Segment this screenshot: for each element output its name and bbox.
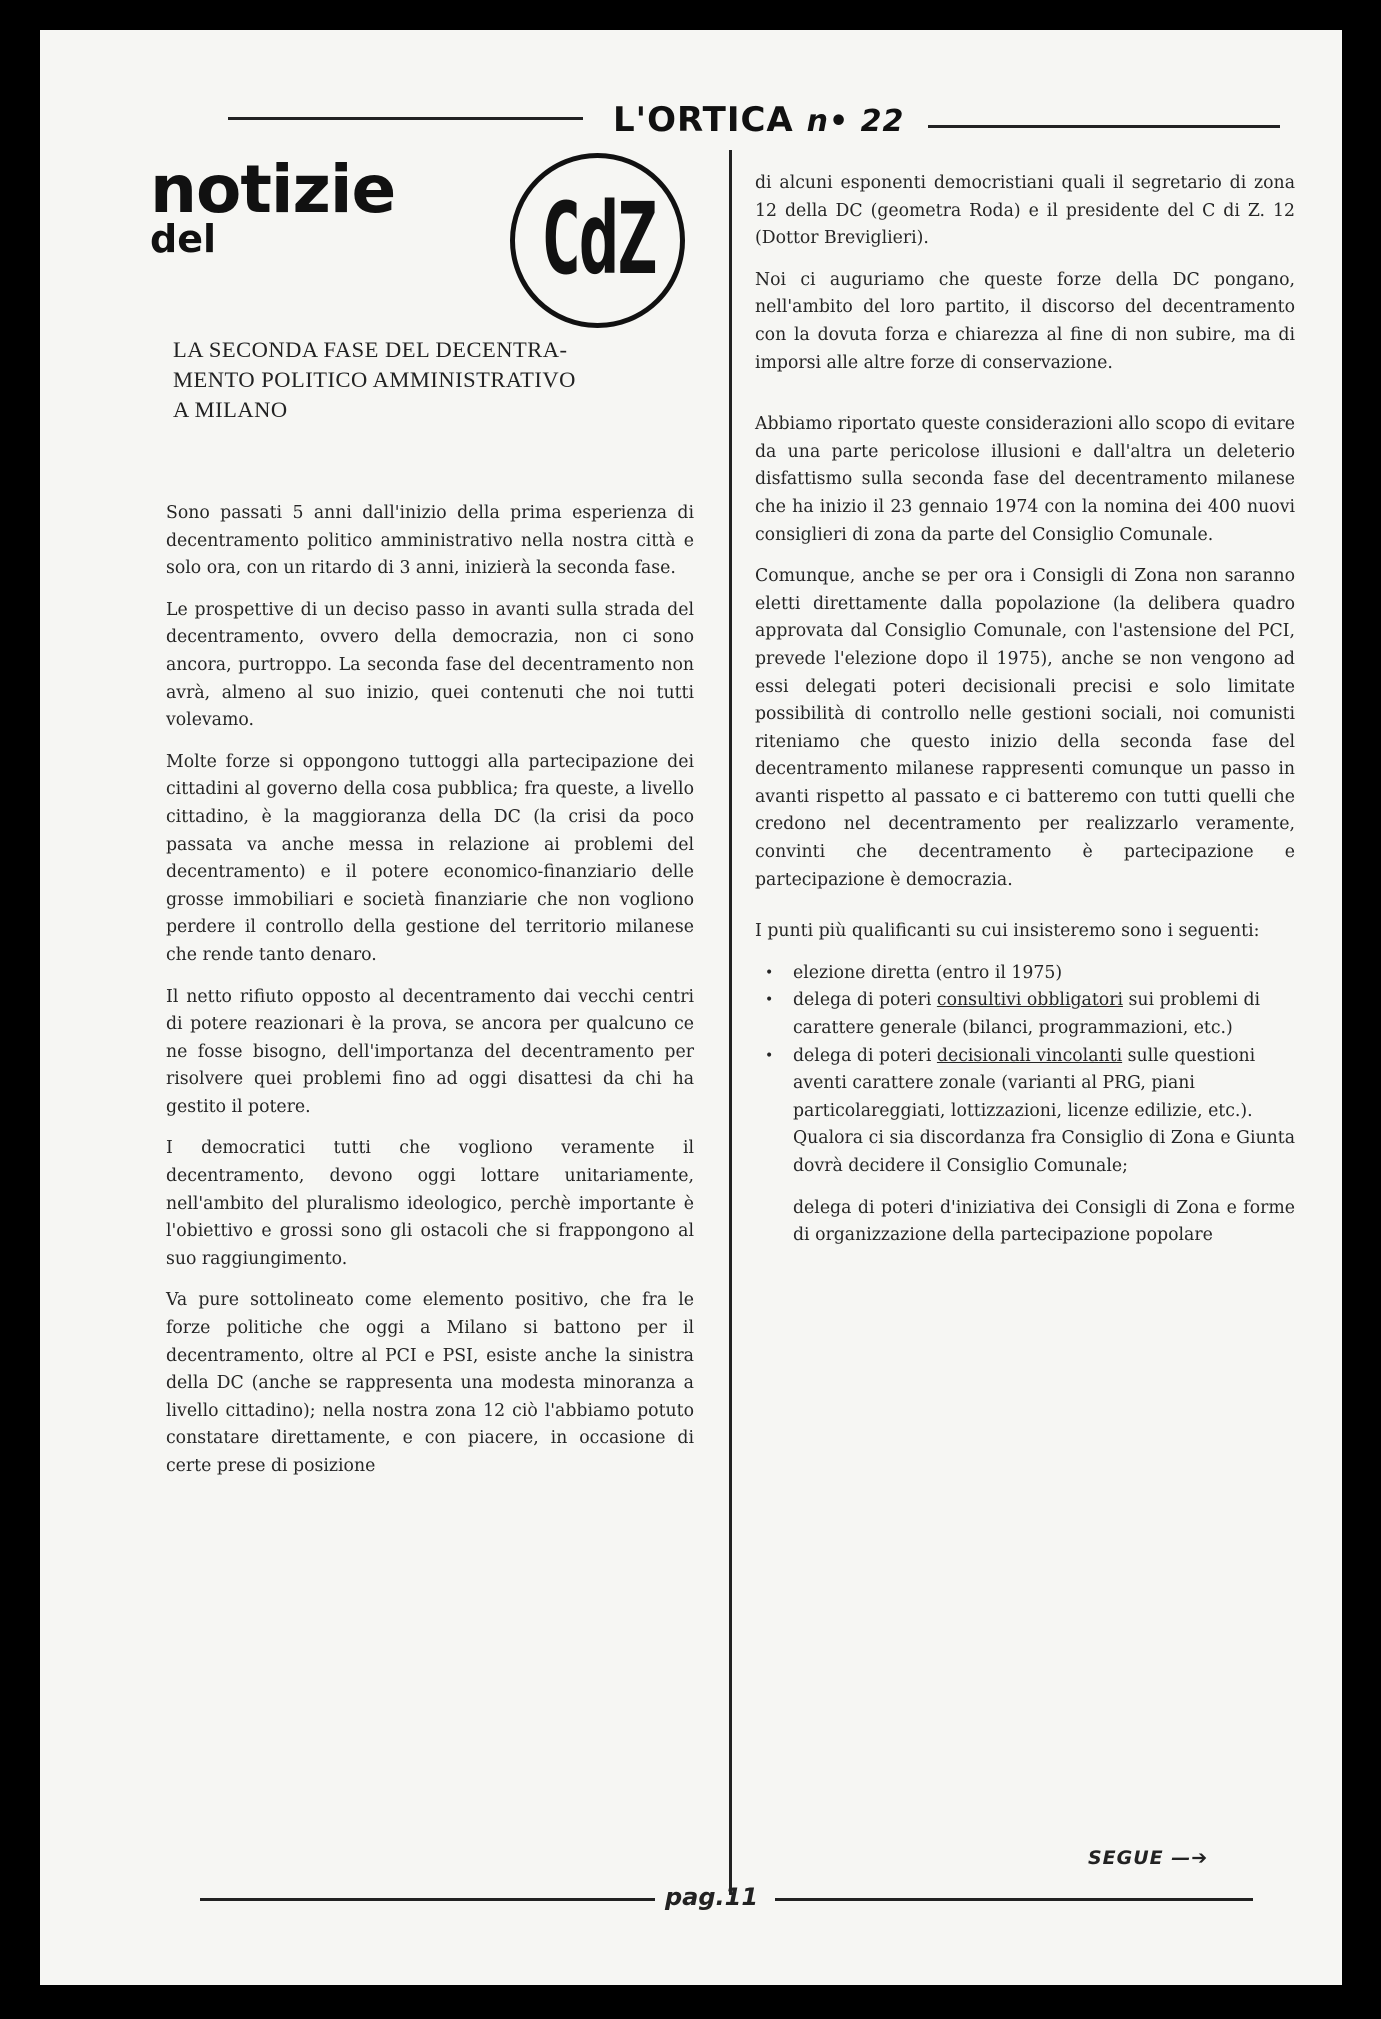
paragraph: Il netto rifiuto opposto al decentramento dai vecchi centri di potere reazionari è la prova, se ancora per qualcuno ce ne fosse bisogno, dell'importanza del decentramento per risolvere quei problemi fino ad oggi disattesi da chi ha gestito il potere.	[166, 986, 694, 1117]
paragraph: Molte forze si oppongono tuttoggi alla partecipazione dei cittadini al governo della cosa pubblica; fra queste, a livello cittadino, è la maggioranza della DC (la crisi da poco passata va anche messa in relazione ai problemi del decentramento) e il potere economico-finanziario delle grosse immobiliari e società finanziarie che non vogliono perdere il controllo della gestione del territorio milanese che rende tanto denaro.	[166, 751, 694, 965]
right-column	[755, 170, 1295, 1264]
footer-rule-right	[775, 1898, 1253, 1901]
list-item: • elezione diretta (entro il 1975)	[793, 960, 1295, 988]
points-note: Qualora ci sia discordanza fra Consiglio di Zona e Giunta dovrà decidere il Consiglio Comunale;	[793, 1128, 1295, 1176]
paragraph: I punti più qualificanti su cui insisteremo sono i seguenti:	[755, 921, 1260, 942]
list-item: • delega di poteri decisionali vincolanti sulle questioni aventi carattere zonale (varianti al PRG, piani particolareggiati, lottizzazioni, licenze edilizie, etc.).	[793, 1043, 1295, 1126]
paragraph: Comunque, anche se per ora i Consigli di Zona non saranno eletti direttamente dalla popolazione (la delibera quadro approvata dal Consiglio Comunale, con l'astensione del PCI, prevede l'elezione dopo il 1975), anche se non vengono ad essi delegati poteri decisionali precisi e solo limitate possibilità di controllo nelle gestioni sociali, noi comunisti riteniamo che questo inizio della seconda fase del decentramento milanese rappresenti comunque un passo in avanti rispetto al passato e ci batteremo con tutti quelli che credono nel decentramento per realizzarlo veramente, convinti che decentramento è partecipazione e partecipazione è democrazia.	[755, 566, 1295, 890]
paragraph: di alcuni esponenti democristiani quali il segretario di zona 12 della DC (geometra Roda) e il presidente del C di Z. 12 (Dottor Breviglieri).	[755, 173, 1295, 249]
paragraph: Abbiamo riportato queste considerazioni allo scopo di evitare da una parte pericolose illusioni e dall'altra un deleterio disfattismo sulla seconda fase del decentramento milanese che ha inizio il 23 gennaio 1974 con la nomina dei 400 nuovi consiglieri di zona da parte del Consiglio Comunale.	[755, 414, 1295, 545]
masthead-title	[613, 100, 904, 140]
cdz-logo-text: CdZ	[540, 183, 655, 298]
list-item: • delega di poteri consultivi obbligatori sui problemi di carattere generale (bilanci, programmazioni, etc.)	[793, 987, 1295, 1042]
paragraph: Sono passati 5 anni dall'inizio della prima esperienza di decentramento politico amministrativo nella nostra città e solo ora, con un ritardo di 3 anni, inizierà la seconda fase.	[166, 503, 694, 579]
continue-label: SEGUE —➔	[1088, 1847, 1209, 1869]
masthead-rule-right	[928, 125, 1280, 128]
cdz-logo	[510, 153, 685, 328]
article-headline: LA SECONDA FASE DEL DECENTRA- MENTO POLITICO AMMINISTRATIVO A MILANO	[173, 337, 576, 422]
section-brand-del: del	[150, 217, 216, 261]
paragraph: I democratici tutti che vogliono veramente il decentramento, devono oggi lottare unitariamente, nell'ambito del pluralismo ideologico, perchè importante è l'obiettivo e grossi sono gli ostacoli che si frappongono al suo raggiungimento.	[166, 1138, 694, 1269]
last-point: delega di poteri d'iniziativa dei Consigli di Zona e forme di organizzazione della partecipazione popolare	[793, 1197, 1295, 1246]
publication-name: L'ORTICA	[613, 100, 794, 140]
masthead-rule-left	[228, 117, 583, 120]
footer-rule-left	[200, 1898, 655, 1901]
paragraph: Le prospettive di un deciso passo in avanti sulla strada del decentramento, ovvero della democrazia, non ci sono ancora, purtroppo. La seconda fase del decentramento non avrà, almeno al suo inizio, quei contenuti che noi tutti volevamo.	[166, 599, 694, 731]
paragraph: Noi ci auguriamo che queste forze della DC pongano, nell'ambito del loro partito, il discorso del decentramento con la dovuta forza e chiarezza al fine di non subire, ma di imporsi alle altre forze di conservazione.	[755, 269, 1295, 373]
section-brand-notizie: notizie	[150, 151, 396, 228]
document-page	[40, 30, 1342, 1985]
points-list	[755, 960, 1295, 1126]
page-number: pag.11	[665, 1883, 759, 1911]
paragraph: Va pure sottolineato come elemento positivo, che fra le forze politiche che oggi a Milano si battono per il decentramento, oltre al PCI e PSI, esiste anche la sinistra della DC (anche se rappresenta una modesta minoranza a livello cittadino); nella nostra zona 12 ciò l'abbiamo potuto constatare direttamente, e con piacere, in occasione di certe prese di posizione	[166, 1290, 694, 1476]
left-column	[166, 500, 694, 1495]
column-divider	[729, 150, 732, 1895]
issue-number: n• 22	[806, 104, 905, 139]
